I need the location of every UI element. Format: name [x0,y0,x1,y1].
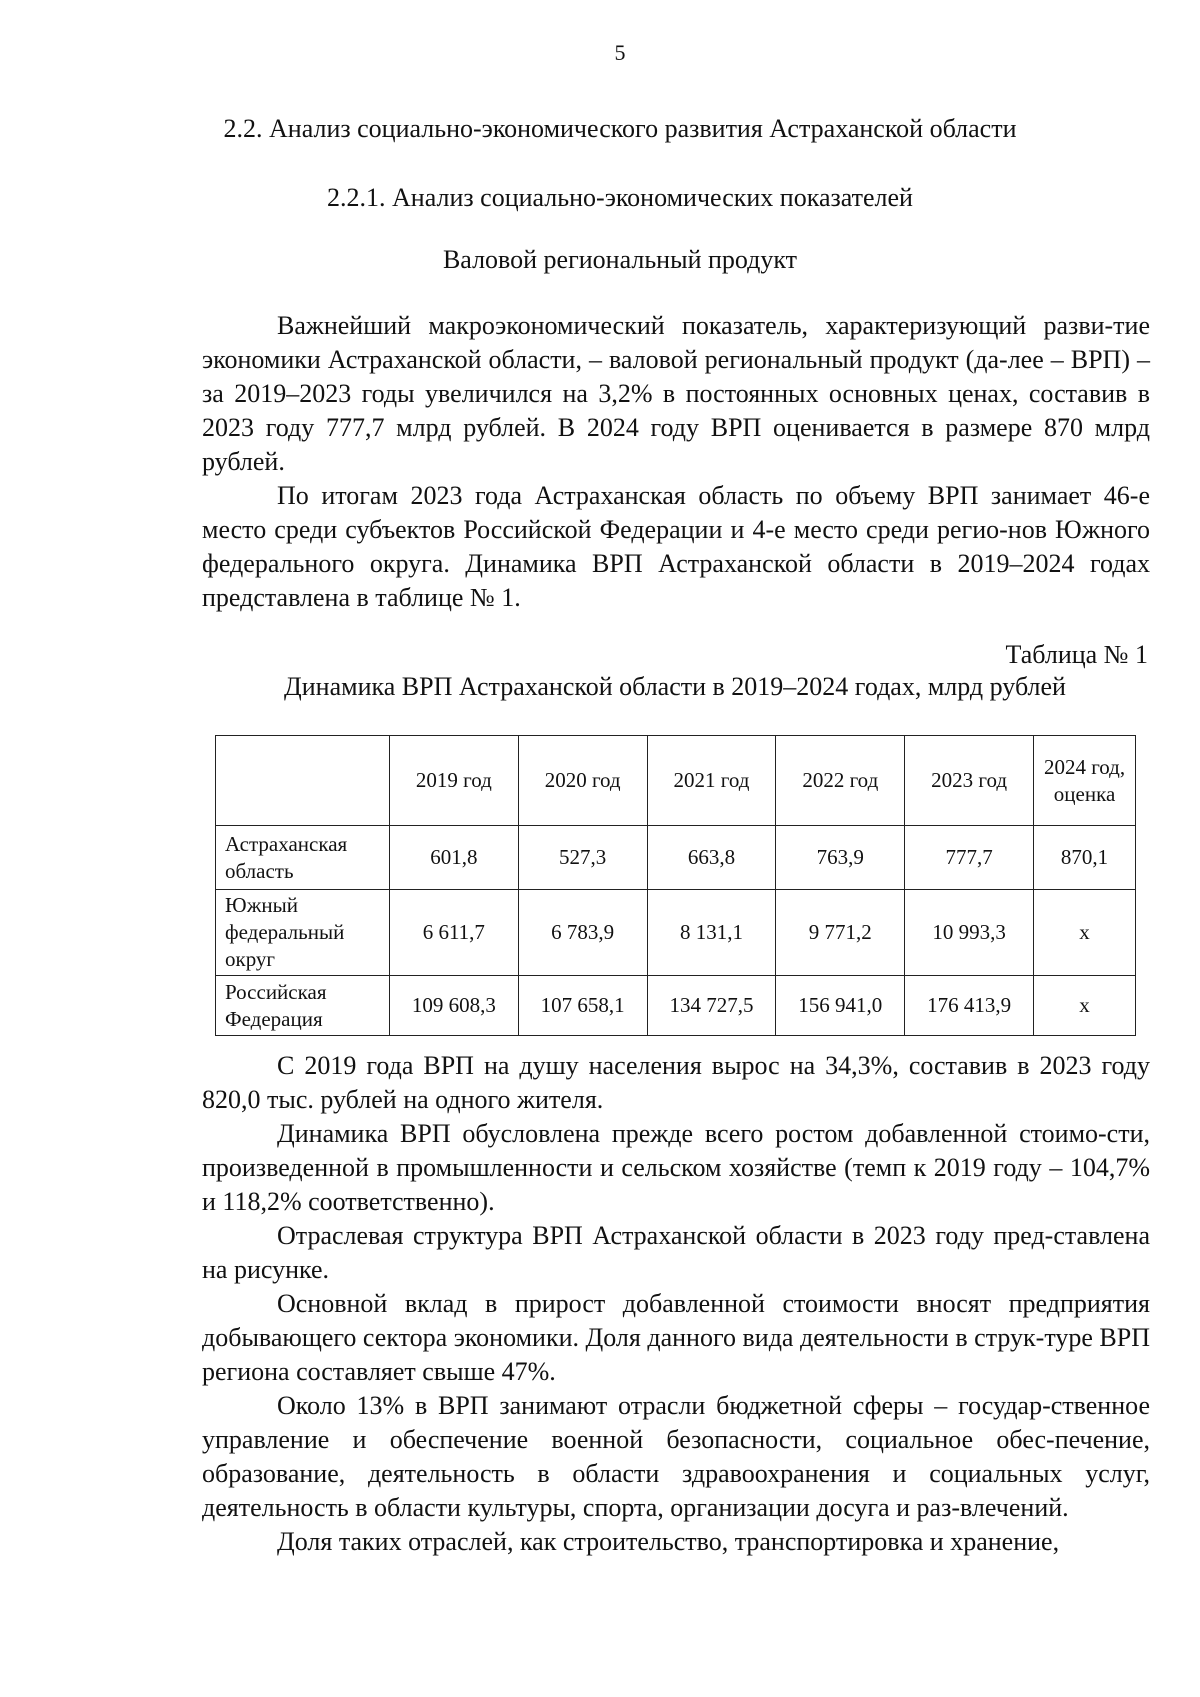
paragraph: Важнейший макроэкономический показатель, характеризующий разви-тие экономики Астраханской области, – валовой региональный продукт (да-лее – ВРП) – за 2019–2023 годы увеличился на 3,2% в постоянных основных ценах, составив в 2023 году 777,7 млрд рублей. В 2024 году ВРП оценивается в размере 870 млрд рублей. [202,311,1150,476]
table-cell: 9 771,2 [776,890,905,976]
paragraph: С 2019 года ВРП на душу населения вырос на 34,3%, составив в 2023 году 820,0 тыс. рублей на одного жителя. [202,1051,1150,1114]
column-header: 2022 год [776,736,905,826]
paragraph: Основной вклад в прирост добавленной стоимости вносят предприятия добывающего сектора экономики. Доля данного вида деятельности в струк-туре ВРП региона составляет свыше 47%. [202,1289,1150,1386]
body-text [202,1049,1150,1559]
table-cell: 6 611,7 [389,890,518,976]
table-cell: 777,7 [905,826,1034,890]
grp-table [215,735,1136,1036]
table-cell: 6 783,9 [518,890,647,976]
table-cell: 8 131,1 [647,890,776,976]
table-cell: х [1034,976,1136,1036]
row-label: Астраханская область [216,826,390,890]
section-heading: 2.2. Анализ социально-экономического развития Астраханской области [223,114,1017,143]
paragraph: Отраслевая структура ВРП Астраханской области в 2023 году пред-ставлена на рисунке. [202,1221,1150,1284]
paragraph: По итогам 2023 года Астраханская область по объему ВРП занимает 46-е место среди субъектов Российской Федерации и 4-е место среди регио-нов Южного федерального округа. Динамика ВРП Астраханской области в 2019–2024 годах представлена в таблице № 1. [202,481,1150,612]
table-cell: 134 727,5 [647,976,776,1036]
paragraph: Около 13% в ВРП занимают отрасли бюджетной сферы – государ-ственное управление и обеспечение военной безопасности, социальное обес-печение, образование, деятельность в области здравоохранения и социальных услуг, деятельность в области культуры, спорта, организации досуга и раз-влечений. [202,1391,1150,1522]
intro-text [202,309,1150,615]
table-title: Динамика ВРП Астраханской области в 2019–2024 годах, млрд рублей [284,672,1066,701]
table-cell: 156 941,0 [776,976,905,1036]
topic-heading: Валовой региональный продукт [442,245,798,274]
table-cell: 663,8 [647,826,776,890]
table-cell: 107 658,1 [518,976,647,1036]
table-cell: х [1034,890,1136,976]
table-cell: 763,9 [776,826,905,890]
table-cell: 601,8 [389,826,518,890]
column-header: 2021 год [647,736,776,826]
page-number: 5 [614,40,626,65]
row-label: Южный федеральный округ [216,890,390,976]
paragraph: Динамика ВРП обусловлена прежде всего ростом добавленной стоимо-сти, произведенной в промышленности и сельском хозяйстве (темп к 2019 году – 104,7% и 118,2% соответственно). [202,1119,1150,1216]
paragraph: Доля таких отраслей, как строительство, транспортировка и хранение, [277,1527,1060,1556]
table-cell: 870,1 [1034,826,1136,890]
table-number-label: Таблица № 1 [1005,640,1148,669]
table-row [216,826,1136,890]
column-header: 2020 год [518,736,647,826]
column-header: 2024 год, оценка [1034,736,1136,826]
table-corner-cell [216,736,390,826]
row-label: Российская Федерация [216,976,390,1036]
table-cell: 176 413,9 [905,976,1034,1036]
table-row [216,890,1136,976]
table-header-row [216,736,1136,826]
table-row [216,976,1136,1036]
column-header: 2019 год [389,736,518,826]
table-cell: 109 608,3 [389,976,518,1036]
table-cell: 10 993,3 [905,890,1034,976]
table-cell: 527,3 [518,826,647,890]
column-header: 2023 год [905,736,1034,826]
subsection-heading: 2.2.1. Анализ социально-экономических показателей [327,183,913,212]
